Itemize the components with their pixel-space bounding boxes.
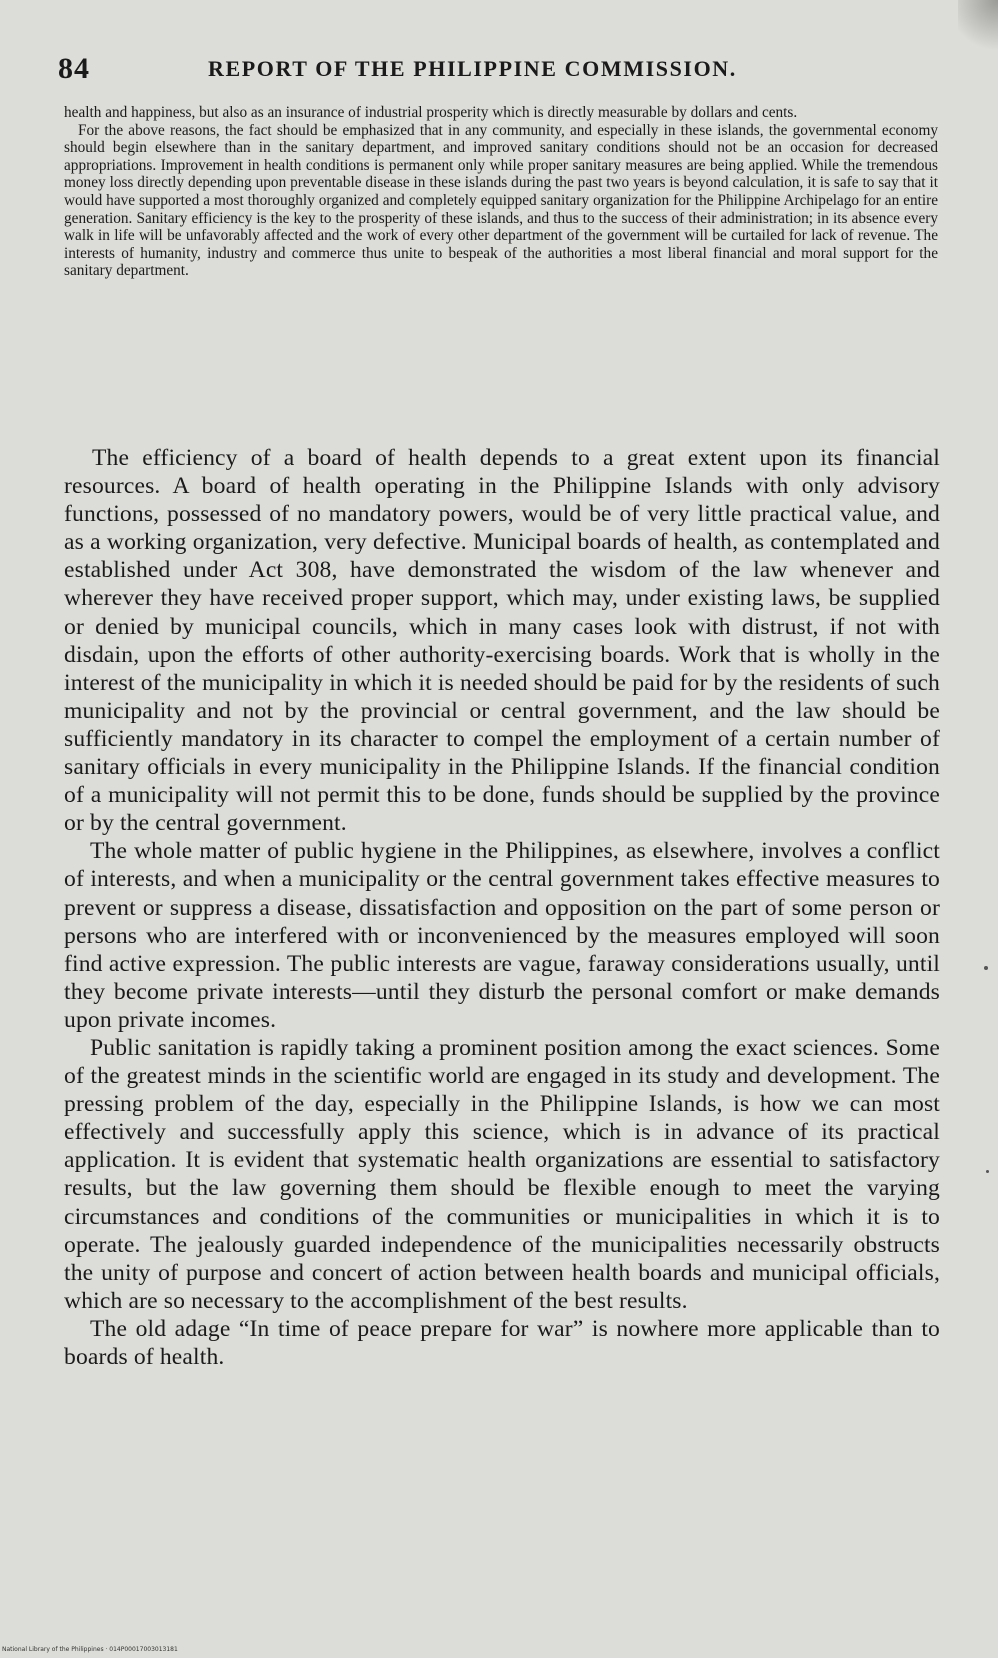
page-edge-shadow [958, 0, 998, 60]
body-text-section [64, 444, 940, 1371]
body-paragraph-1: The efficiency of a board of health depends to a great extent upon its financial resources. A board of health operating in the Philippine Islands with only advisory functions, possessed of no mandatory powers, would be of very little practical value, and as a working organization, very defective. Municipal boards of health, as contemplated and established under Act 308, have demonstrated the wisdom of the law whenever and wherever they have received proper support, which may, under existing laws, be supplied or denied by municipal councils, which in many cases look with distrust, if not with disdain, upon the efforts of other authority-exercising boards. Work that is wholly in the interest of the municipality in which it is needed should be paid for by the residents of such municipality and not by the provincial or central government, and the law should be sufficiently mandatory in its character to compel the employment of a certain number of sanitary officials in every municipality in the Philippine Islands. If the financial condition of a municipality will not permit this to be done, funds should be supplied by the province or by the central government. [64, 445, 940, 837]
body-paragraph-4: The old adage “In time of peace prepare for war” is nowhere more applicable than to boards of health. [64, 1315, 940, 1370]
running-title: REPORT OF THE PHILIPPINE COMMISSION. [208, 56, 737, 81]
small-print-section [64, 104, 938, 280]
scan-speck [984, 966, 988, 970]
scan-speck [986, 1170, 989, 1173]
body-paragraph-3: Public sanitation is rapidly taking a prominent position among the exact sciences. Some of the greatest minds in the scientific world are engaged in its study and development. The pressing problem of the day, especially in the Philippine Islands, is how we can most effectively and successfully apply this science, which is in advance of its practical application. It is evident that systematic health organizations are essential to satisfactory results, but the law governing them should be flexible enough to meet the varying circumstances and conditions of the communities or municipalities in which it is to operate. The jealously guarded independence of the municipalities necessarily obstructs the unity of purpose and concert of action between health boards and municipal officials, which are so necessary to the accomplishment of the best results. [64, 1034, 940, 1314]
small-paragraph-2: For the above reasons, the fact should be emphasized that in any community, and especially in these islands, the governmental economy should begin elsewhere than in the sanitary department, and improved sanitary conditions should not be an occasion for decreased appropriations. Improvement in health conditions is permanent only while proper sanitary measures are being applied. While the tremendous money loss directly depending upon preventable disease in these islands during the past two years is beyond calculation, it is safe to say that it would have supported a most thoroughly organized and completely equipped sanitary organization for the Philippine Archipelago for an entire generation. Sanitary efficiency is the key to the prosperity of these islands, and thus to the success of their administration; in its absence every walk in life will be unfavorably affected and the work of every other department of the government will be curtailed for lack of revenue. The interests of humanity, industry and commerce thus unite to bespeak of the authorities a most liberal financial and moral support for the sanitary department. [64, 121, 938, 280]
body-paragraph-2: The whole matter of public hygiene in the Philippines, as elsewhere, involves a conflict of interests, and when a municipality or the central government takes effective measures to prevent or suppress a disease, dissatisfaction and opposition on the part of some person or persons who are interfered with or inconvenienced by the measures employed will soon find active expression. The public interests are vague, faraway considerations usually, until they become private interests—until they disturb the personal comfort or make demands upon private incomes. [64, 838, 940, 1033]
small-paragraph-1: health and happiness, but also as an insurance of industrial prosperity which is directly measurable by dollars and cents. [64, 104, 798, 121]
page-header [58, 52, 938, 92]
scan-footer-note: National Library of the Philippines · 014P00017003013181 [2, 1646, 178, 1653]
page-number: 84 [58, 52, 90, 85]
